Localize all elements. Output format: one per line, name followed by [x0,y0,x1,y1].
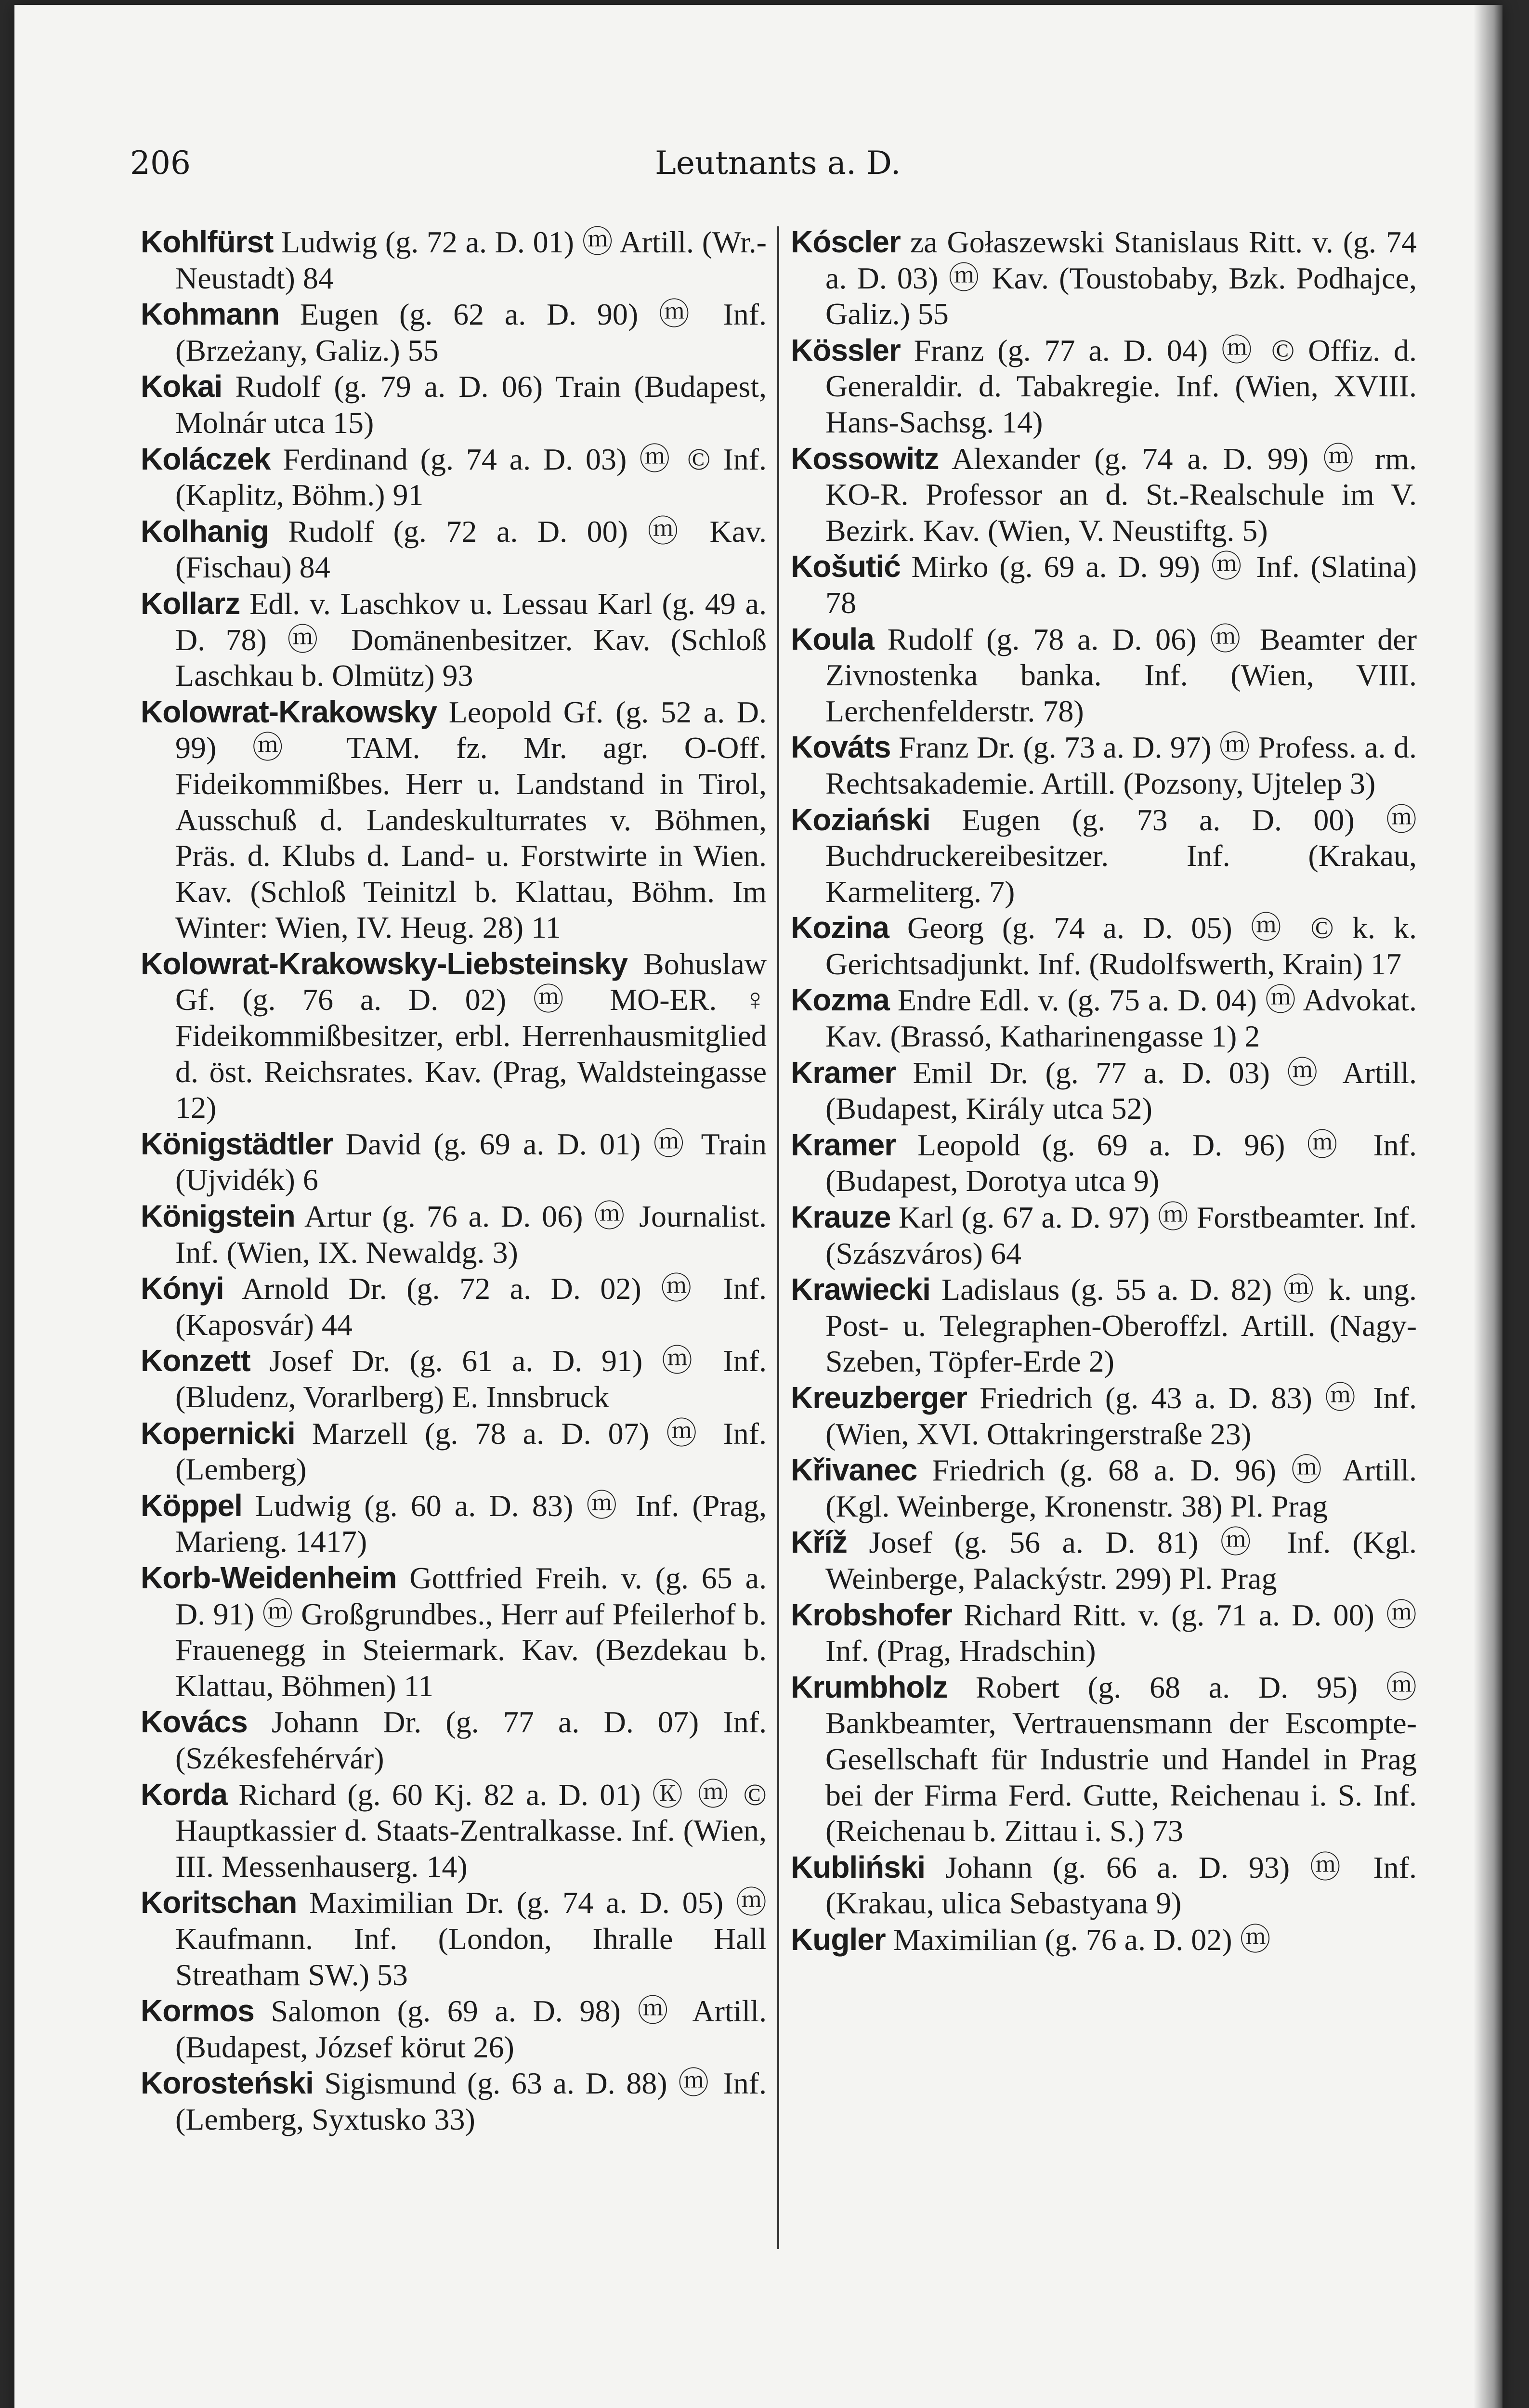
entry-text: Emil Dr. (g. 77 a. D. 03) ⓜ Artill. (Budapest, Király utca 52) [825,1055,1417,1126]
entry-text: Richard Ritt. v. (g. 71 a. D. 00) ⓜ Inf. (Prag, Hradschin) [825,1597,1417,1668]
entry-text: Sigismund (g. 63 a. D. 88) ⓜ Inf. (Lemberg, Syxtusko 33) [175,2066,767,2136]
running-head: Leutnants a. D. [655,144,901,182]
entry-text: Ludwig (g. 72 a. D. 01) ⓜ Artill. (Wr.-Neustadt) 84 [175,225,767,295]
entry-text: Eugen (g. 73 a. D. 00) ⓜ Buchdruckereibesitzer. Inf. (Krakau, Karmeliterg. 7) [825,802,1417,909]
entry-name: Kovács [141,1704,248,1740]
directory-entry [141,224,767,296]
entry-name: Koláczek [141,441,271,476]
entry-name: Köppel [141,1488,242,1523]
entry-text: Josef (g. 56 a. D. 81) ⓜ Inf. (Kgl. Weinberge, Palackýstr. 299) Pl. Prag [825,1525,1417,1596]
entry-text: Mirko (g. 69 a. D. 99) ⓜ Inf. (Slatina) 78 [825,550,1417,620]
entry-text: Georg (g. 74 a. D. 05) ⓜ © k. k. Gerichtsadjunkt. Inf. (Rudolfswerth, Krain) 17 [825,911,1417,981]
directory-entry [141,1198,767,1270]
directory-entry [141,1126,767,1198]
directory-entry [141,586,767,694]
directory-entry [791,1849,1417,1922]
entry-name: Kováts [791,730,891,765]
entry-name: Koziański [791,802,930,837]
entry-name: Kopernicki [141,1415,295,1451]
entry-name: Kramer [791,1055,896,1090]
entry-name: Konzett [141,1343,250,1378]
directory-entry [791,441,1417,549]
entry-text: Salomon (g. 69 a. D. 98) ⓜ Artill. (Budapest, József körut 26) [175,1994,767,2064]
entry-name: Kormos [141,1993,254,2028]
page-number: 206 [130,144,191,182]
entry-text: Eugen (g. 62 a. D. 90) ⓜ Inf. (Brzeżany, Galiz.) 55 [175,297,767,367]
entry-text: Artur (g. 76 a. D. 06) ⓜ Journalist. Inf. (Wien, IX. Newaldg. 3) [175,1199,767,1269]
directory-entry [141,1270,767,1343]
entry-name: Kokai [141,369,222,404]
entry-name: Kubliński [791,1849,926,1885]
entry-name: Korosteński [141,2066,314,2101]
entry-text: Robert (g. 68 a. D. 95) ⓜ Bankbeamter, Vertrauensmann der Escompte-Gesellschaft für Industrie und Handel in Prag bei der Firma Ferd. Gutte, Reichenau i. S. Inf. (Reichenau b. Zittau i. S.) 73 [825,1670,1417,1848]
entry-name: Kössler [791,332,901,367]
directory-entry [141,368,767,441]
entry-text: Bohuslaw Gf. (g. 76 a. D. 02) ⓜ MO-ER. ♀ Fideikommißbesitzer, erbl. Herrenhausmitglied d. öst. Reichsrates. Kav. (Prag, Waldsteingasse 12) [175,946,767,1125]
directory-entry [791,1524,1417,1597]
right-column [791,224,1417,1958]
entry-text: David (g. 69 a. D. 01) ⓜ Train (Ujvidék) 6 [175,1126,767,1197]
entry-text: Leopold Gf. (g. 52 a. D. 99) ⓜ TAM. fz. Mr. agr. O-Off. Fideikommißbes. Herr u. Landstand in Tirol, Ausschuß d. Landeskulturrates v. Böhmen, Präs. d. Klubs d. Land- u. Forstwirte in Wien. Kav. (Schloß Teinitzl b. Klattau, Böhm. Im Winter: Wien, IV. Heug. 28) 11 [175,694,767,945]
entry-text: Rudolf (g. 78 a. D. 06) ⓜ Beamter der Zivnostenka banka. Inf. (Wien, VIII. Lerchenfelderstr. 78) [825,622,1417,728]
entry-text: Friedrich (g. 43 a. D. 83) ⓜ Inf. (Wien, XVI. Ottakringerstraße 23) [825,1381,1417,1451]
entry-text: Marzell (g. 78 a. D. 07) ⓜ Inf. (Lemberg) [175,1416,767,1487]
entry-name: Křivanec [791,1453,917,1488]
entry-name: Kozma [791,982,889,1018]
entry-text: Karl (g. 67 a. D. 97) ⓜ Forstbeamter. Inf. (Szászváros) 64 [825,1200,1417,1270]
entry-text: Ludwig (g. 60 a. D. 83) ⓜ Inf. (Prag, Marieng. 1417) [175,1488,767,1559]
directory-entry [141,513,767,586]
entry-text: Edl. v. Laschkov u. Lessau Karl (g. 49 a. D. 78) ⓜ Domänenbesitzer. Kav. (Schloß Laschkau b. Olmütz) 93 [175,586,767,693]
entry-text: Rudolf (g. 72 a. D. 00) ⓜ Kav. (Fischau) 84 [175,514,767,585]
directory-entry [791,549,1417,621]
entry-name: Korda [141,1777,227,1812]
entry-name: Košutić [791,549,901,584]
entry-name: Kolowrat-Krakowsky [141,694,437,729]
directory-entry [141,1993,767,2065]
entry-text: Endre Edl. v. (g. 75 a. D. 04) ⓜ Advokat. Kav. (Brassó, Katharinengasse 1) 2 [825,983,1417,1054]
left-column [141,224,767,2137]
entry-name: Kónyi [141,1271,224,1306]
entry-text: Rudolf (g. 79 a. D. 06) Train (Budapest, Molnár utca 15) [175,369,767,440]
book-page [14,5,1503,2408]
entry-name: Krauze [791,1200,891,1235]
directory-entry [141,441,767,513]
directory-entry [141,1704,767,1776]
entry-name: Korb-Weidenheim [141,1560,397,1595]
page-header [130,144,1397,188]
directory-entry [791,729,1417,801]
directory-entry [791,1199,1417,1271]
directory-entry [791,910,1417,982]
entry-name: Kohlfürst [141,224,274,259]
entry-name: Krumbholz [791,1669,948,1704]
directory-entry [141,1488,767,1560]
entry-text: Friedrich (g. 68 a. D. 96) ⓜ Artill. (Kgl. Weinberge, Kronenstr. 38) Pl. Prag [825,1453,1417,1523]
entry-text: za Gołaszewski Stanislaus Ritt. v. (g. 74 a. D. 03) ⓜ Kav. (Toustobaby, Bzk. Podhajce, Galiz.) 55 [825,225,1417,331]
directory-entry [791,982,1417,1054]
directory-entry [141,2065,767,2137]
entry-name: Kříž [791,1525,847,1560]
entry-text: Ladislaus (g. 55 a. D. 82) ⓜ k. ung. Post- u. Telegraphen-Oberoffzl. Artill. (Nagy-Szeben, Töpfer-Erde 2) [825,1272,1417,1379]
entry-text: Leopold (g. 69 a. D. 96) ⓜ Inf. (Budapest, Dorotya utca 9) [825,1127,1417,1198]
entry-name: Krawiecki [791,1272,930,1307]
directory-entry [141,946,767,1126]
entry-name: Kollarz [141,586,240,621]
entry-name: Kreuzberger [791,1380,967,1415]
directory-entry [791,802,1417,910]
directory-entry [791,332,1417,441]
entry-text: Gottfried Freih. v. (g. 65 a. D. 91) ⓜ Großgrundbes., Herr auf Pfeilerhof b. Frauenegg in Steiermark. Kav. (Bezdekau b. Klattau, Böhmen) 11 [175,1560,767,1703]
page-edge-shadow [1474,5,1503,2408]
entry-name: Krobshofer [791,1597,952,1632]
entry-name: Kolhanig [141,513,269,549]
entry-name: Koula [791,621,874,656]
directory-entry [791,1127,1417,1199]
directory-entry [791,1452,1417,1524]
column-divider [777,226,779,2249]
entry-text: Alexander (g. 74 a. D. 99) ⓜ rm. KO-R. Professor an d. St.-Realschule im V. Bezirk. Kav. (Wien, V. Neustiftg. 5) [825,441,1417,548]
entry-name: Kóscler [791,224,901,259]
entry-text: Johann (g. 66 a. D. 93) ⓜ Inf. (Krakau, ulica Sebastyana 9) [825,1850,1417,1921]
entry-name: Kramer [791,1127,896,1162]
directory-entry [141,694,767,946]
entry-name: Kohmann [141,297,280,332]
entry-name: Koritschan [141,1885,297,1920]
directory-entry [791,224,1417,332]
directory-entry [791,621,1417,730]
directory-entry [141,1343,767,1415]
entry-text: Franz (g. 77 a. D. 04) ⓜ © Offiz. d. Generaldir. d. Tabakregie. Inf. (Wien, XVIII. Hans-Sachsg. 14) [825,333,1417,439]
directory-entry [791,1597,1417,1669]
directory-entry [791,1669,1417,1849]
directory-entry [141,1415,767,1488]
entry-text: Maximilian (g. 76 a. D. 02) ⓜ [893,1922,1271,1957]
entry-text: Josef Dr. (g. 61 a. D. 91) ⓜ Inf. (Bludenz, Vorarlberg) E. Innsbruck [175,1344,767,1414]
directory-entry [141,1885,767,1993]
entry-text: Ferdinand (g. 74 a. D. 03) ⓜ © Inf. (Kaplitz, Böhm.) 91 [175,442,767,512]
directory-entry [791,1271,1417,1380]
directory-entry [791,1055,1417,1127]
entry-text: Franz Dr. (g. 73 a. D. 97) ⓜ Profess. a. d. Rechtsakademie. Artill. (Pozsony, Ujtelep 3) [825,730,1417,800]
entry-text: Maximilian Dr. (g. 74 a. D. 05) ⓜ Kaufmann. Inf. (London, Ihralle Hall Streatham SW.) 53 [175,1885,767,1992]
directory-entry [141,1777,767,1885]
entry-name: Kozina [791,910,889,945]
entry-text: Richard (g. 60 Kj. 82 a. D. 01) Ⓚ ⓜ © Hauptkassier d. Staats-Zentralkasse. Inf. (Wien, III. Messenhauserg. 14) [175,1777,767,1884]
directory-entry [141,296,767,368]
directory-entry [791,1922,1417,1958]
entry-text: Arnold Dr. (g. 72 a. D. 02) ⓜ Inf. (Kaposvár) 44 [175,1271,767,1342]
entry-name: Königstädtler [141,1126,333,1161]
entry-text: Johann Dr. (g. 77 a. D. 07) Inf. (Székesfehérvár) [175,1705,767,1775]
directory-entry [141,1560,767,1704]
entry-name: Kugler [791,1922,886,1957]
entry-name: Kossowitz [791,441,939,476]
entry-name: Kolowrat-Krakowsky-Liebsteinsky [141,946,628,981]
directory-entry [791,1380,1417,1452]
entry-name: Königstein [141,1199,295,1234]
